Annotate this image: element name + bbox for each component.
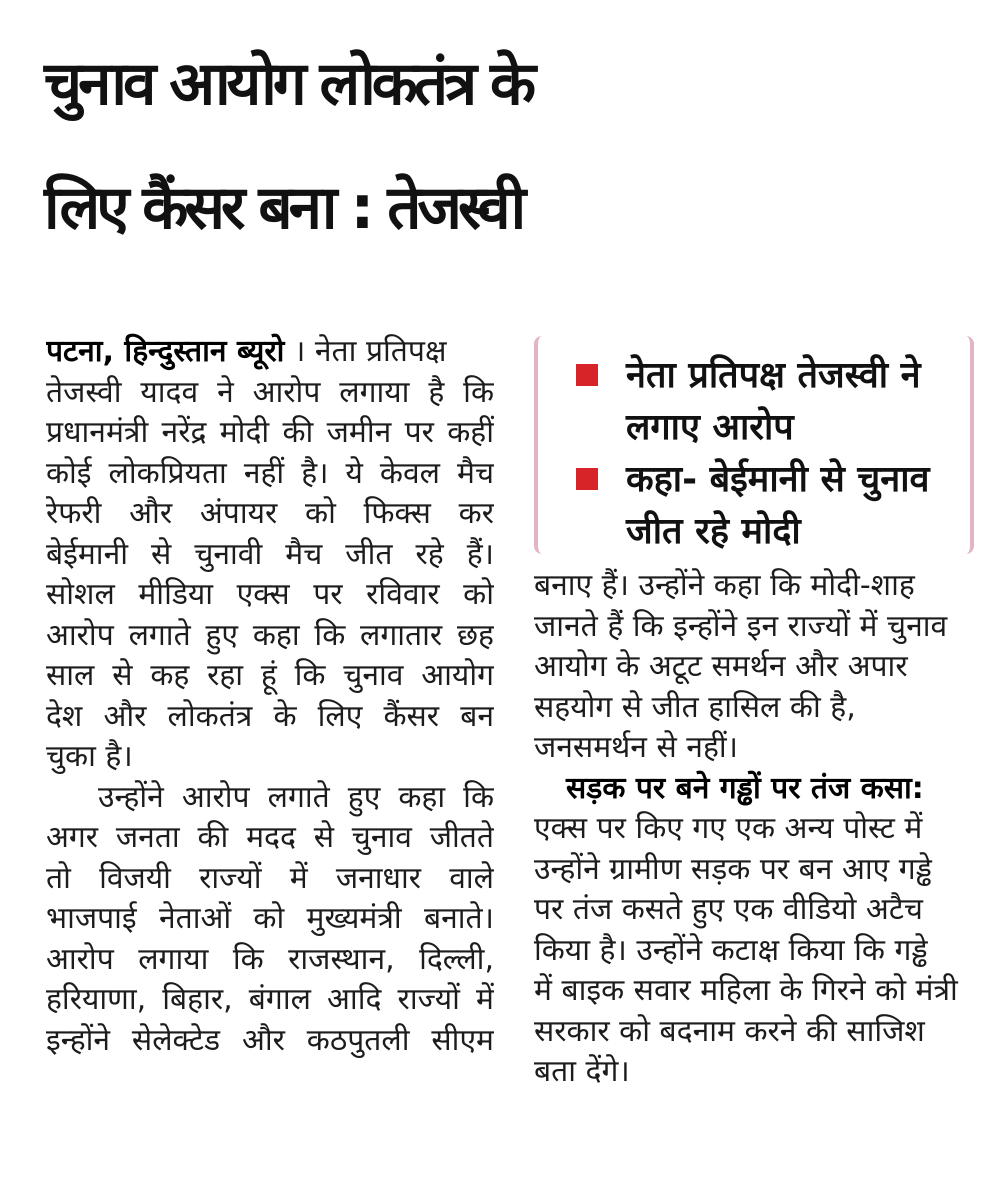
paragraph-line: साल से कह रहा हूं कि चुनाव आयोग — [46, 658, 494, 693]
headline-line-2: लिए कैंसर बना : तेजस्वी — [44, 173, 523, 243]
paragraph-line: प्रधानमंत्री नरेंद्र मोदी की जमीन पर कहीं — [46, 415, 494, 450]
paragraph-line: पर तंज कसते हुए एक वीडियो अटैच — [534, 892, 923, 927]
paragraph-line: सहयोग से जीत हासिल की है, — [534, 689, 856, 725]
paragraph-line: बता देंगे। — [534, 1054, 630, 1089]
paragraph-line: हरियाणा, बिहार, बंगाल आदि राज्यों में — [46, 982, 494, 1017]
paragraph-line: उन्होंने आरोप लगाते हुए कहा कि — [98, 779, 494, 815]
headline-line-1: चुनाव आयोग लोकतंत्र के — [44, 49, 533, 119]
paragraph-line: पटना, हिन्दुस्तान ब्यूरो । नेता प्रतिपक्ष — [46, 334, 447, 369]
highlight-line: कहा- बेईमानी से चुनाव — [626, 459, 930, 500]
paragraph-line: इन्होंने सेलेक्टेड और कठपुतली सीएम — [46, 1022, 494, 1058]
highlight-line: जीत रहे मोदी — [626, 511, 801, 552]
paragraph-line: तेजस्वी यादव ने आरोप लगाया है कि — [46, 374, 494, 410]
paragraph-line: एक्स पर किए गए एक अन्य पोस्ट में — [534, 811, 923, 846]
subheading: सड़क पर बने गड्ढों पर तंज कसा: — [566, 770, 924, 806]
paragraph-line: में बाइक सवार महिला के गिरने को मंत्री — [534, 973, 958, 1008]
highlight-line: नेता प्रतिपक्ष तेजस्वी ने — [626, 355, 921, 396]
bullet-square-icon — [576, 364, 598, 386]
article-left-column — [46, 332, 494, 1061]
paragraph-line: किया है। उन्होंने कटाक्ष किया कि गड्ढे — [534, 932, 928, 968]
headline — [44, 22, 984, 270]
paragraph-line: जानते हैं कि इन्होंने इन राज्यों में चुनाव — [534, 608, 948, 644]
paragraph-line: जनसमर्थन से नहीं। — [534, 730, 739, 765]
paragraph-line: अगर जनता की मदद से चुनाव जीतते — [46, 820, 494, 855]
paragraph-line: देश और लोकतंत्र के लिए कैंसर बन — [46, 698, 494, 734]
paragraph-line: बनाए हैं। उन्होंने कहा कि मोदी-शाह — [534, 568, 915, 603]
paragraph-line: आरोप लगाते हुए कहा कि लगातार छह — [46, 617, 494, 653]
dateline: पटना, हिन्दुस्तान ब्यूरो — [46, 334, 285, 369]
paragraph-line: सरकार को बदनाम करने की साजिश — [534, 1013, 925, 1049]
paragraph-line: चुका है। — [46, 739, 133, 774]
paragraph-line: आयोग के अटूट समर्थन और अपार — [534, 649, 908, 684]
paragraph-line: भाजपाई नेताओं को मुख्यमंत्री बनाते। — [46, 901, 494, 936]
bullet-square-icon — [576, 468, 598, 490]
paragraph-line: आरोप लगाया कि राजस्थान, दिल्ली, — [46, 941, 494, 977]
paragraph-line: कोई लोकप्रियता नहीं है। ये केवल मैच — [46, 455, 494, 491]
paragraph-line: तो विजयी राज्यों में जनाधार वाले — [46, 860, 494, 896]
highlight-line: लगाए आरोप — [626, 407, 794, 448]
article-right-column — [534, 566, 1006, 1093]
paragraph-line: रेफरी और अंपायर को फिक्स कर — [46, 496, 494, 531]
highlights-box — [534, 336, 974, 554]
paragraph-line: बेईमानी से चुनावी मैच जीत रहे हैं। — [46, 536, 494, 572]
paragraph-line: उन्होंने ग्रामीण सड़क पर बन आए गड्ढे — [534, 851, 932, 887]
paragraph-line: सोशल मीडिया एक्स पर रविवार को — [46, 577, 494, 612]
